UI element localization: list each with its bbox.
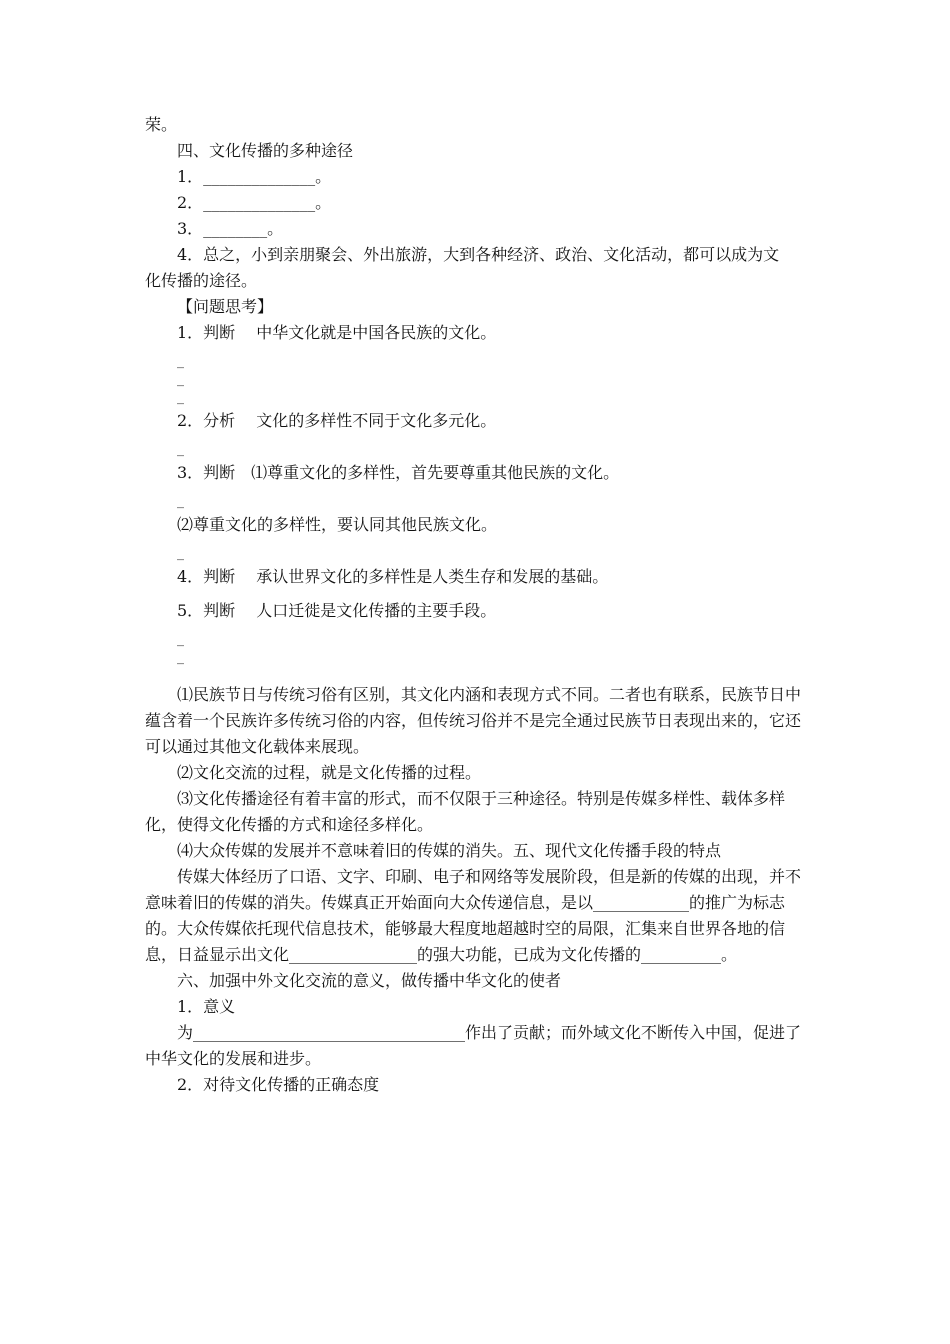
answer-mark: _ [177,371,184,387]
blank-item: 3．________。 [177,219,284,238]
answer-mark: _ [177,353,184,369]
answer-mark: _ [177,493,184,509]
answer-paragraph: ⑵文化交流的过程，就是文化传播的过程。 [177,763,482,782]
blank-item: 2．______________。 [177,193,332,212]
question-5: 5．判断 人口迁徙是文化传播的主要手段。 [177,601,497,620]
document-page [145,112,813,1098]
question-heading: 【问题思考】 [177,297,274,316]
question-4: 4．判断 承认世界文化的多样性是人类生存和发展的基础。 [177,567,609,586]
question-3: 3．判断 ⑴尊重文化的多样性，首先要尊重其他民族的文化。 [177,463,620,482]
answer-paragraph: ⑴民族节日与传统习俗有区别，其文化内涵和表现方式不同。二者也有联系，民族节日中蕴含着一个民族许多传统习俗的内容，但传统习俗并不是完全通过民族节日表现出来的，它还可以通过其他文化载体来展现。 [145,685,802,756]
answer-mark: _ [177,631,184,647]
section-heading: 六、加强中外文化交流的意义，做传播中华文化的使者 [177,971,562,990]
question-2: 2．分析 文化的多样性不同于文化多元化。 [177,411,497,430]
body-paragraph: 传媒大体经历了口语、文字、印刷、电子和网络等发展阶段，但是新的传媒的出现，并不意味着旧的传媒的消失。传媒真正开始面向大众传递信息，是以____________的推广为标志的。大众传媒依托现代信息技术，能够最大程度地超越时空的局限，汇集来自世界各地的信息，日益显示出文化________________的强大功能，已成为文化传播的__________。 [145,867,802,964]
answer-mark: _ [177,545,184,561]
body-paragraph: 为__________________________________作出了贡献；而外域文化不断传入中国，促进了中华文化的发展和进步。 [145,1023,802,1068]
question-1: 1．判断 中华文化就是中国各民族的文化。 [177,323,497,342]
answer-mark: _ [177,441,184,457]
blank-item: 1．______________。 [177,167,332,186]
answer-mark: _ [177,649,184,665]
answer-paragraph: ⑶文化传播途径有着丰富的形式，而不仅限于三种途径。特别是传媒多样性、载体多样化，使得文化传播的方式和途径多样化。 [145,789,786,834]
answer-mark: _ [177,389,184,405]
question-3b: ⑵尊重文化的多样性，要认同其他民族文化。 [177,515,498,534]
answer-paragraph: ⑷大众传媒的发展并不意味着旧的传媒的消失。五、现代文化传播手段的特点 [177,841,722,860]
subsection-heading: 1．意义 [177,997,236,1016]
text-line: 4．总之，小到亲朋聚会、外出旅游，大到各种经济、政治、文化活动，都可以成为文 [177,245,780,264]
text-line: 荣。 [145,115,178,134]
section-heading: 四、文化传播的多种途径 [177,141,354,160]
subsection-heading: 2．对待文化传播的正确态度 [177,1075,380,1094]
text-line: 化传播的途径。 [145,271,258,290]
